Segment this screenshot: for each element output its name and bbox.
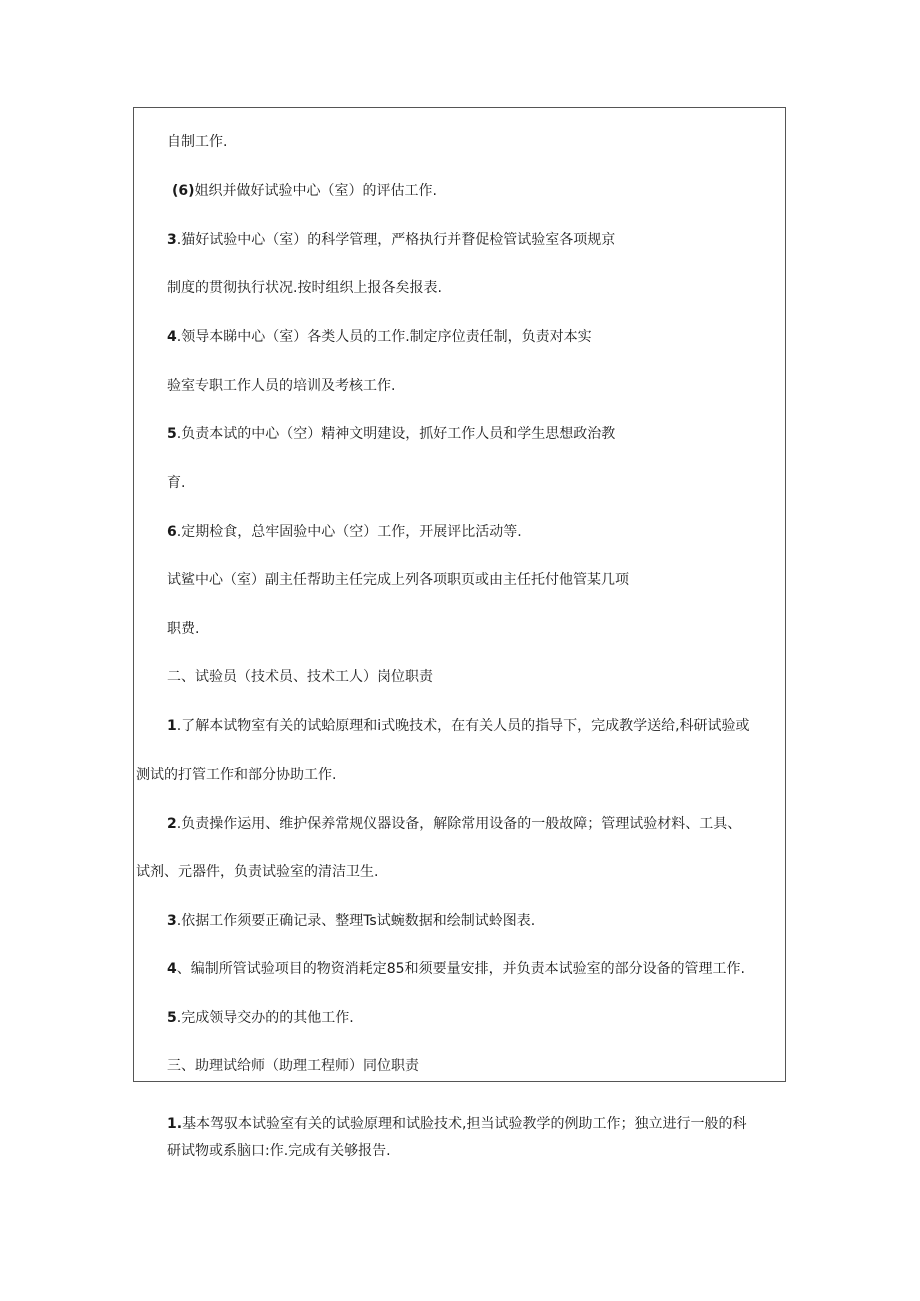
text-line bbox=[167, 328, 592, 346]
text-line bbox=[167, 425, 615, 443]
text-line bbox=[167, 377, 395, 395]
item-number: 2 bbox=[167, 816, 177, 832]
line-text: 制度的贯彻执行状况.按时组织上报各矣报表. bbox=[167, 280, 442, 296]
text-line bbox=[167, 912, 535, 930]
line-text: .依据工作须要正确记录、整理Ts试蜿数据和绘制试蛉图表. bbox=[176, 913, 536, 929]
item-number: 6 bbox=[167, 524, 177, 540]
text-line bbox=[167, 279, 442, 297]
item-number: 5 bbox=[167, 426, 177, 442]
text-line bbox=[167, 815, 741, 833]
line-text: 试剂、元器件，负责试验室的清洁卫生. bbox=[136, 864, 379, 880]
text-line bbox=[167, 717, 750, 735]
text-line bbox=[136, 863, 378, 881]
text-line bbox=[167, 523, 522, 541]
text-line bbox=[136, 766, 336, 784]
item-number: (6) bbox=[172, 183, 195, 199]
line-text: .负责操作运用、维护保养常规仪器设备，解除常用设备的一般故障；管理试验材料、工具、 bbox=[176, 816, 742, 832]
section-heading bbox=[167, 668, 433, 686]
line-text: 姐织并做好试验中心（室）的评估工作. bbox=[194, 183, 437, 199]
line-text: .完成领导交办的的其他工作. bbox=[176, 1010, 354, 1026]
line-text: 、编制所管试验项目的物资消耗定85和须要量安排，并负责本试验室的部分设备的管理工作. bbox=[176, 961, 746, 977]
text-line bbox=[167, 133, 227, 151]
line-text: .了解本试物室有关的试蛤原理和i式晚技术，在有关人员的指导下，完成教学送给,科研试验或 bbox=[176, 718, 750, 734]
line-text: .定期检食，总牢固验中心（空）工作，开展评比活动等. bbox=[176, 524, 522, 540]
item-number: 3 bbox=[167, 232, 177, 248]
line-text: 验室专职工作人员的培训及考核工作. bbox=[167, 378, 396, 394]
text-line bbox=[167, 474, 185, 492]
text-line bbox=[167, 960, 745, 978]
paragraph-line bbox=[167, 1142, 391, 1160]
line-text: 试鲨中心（室）副主任帮助主任完成上列各项职页或由主任托付他管某几项 bbox=[167, 572, 629, 588]
line-text: 基本驾驭本试验室有关的试验原理和试脸技术,担当试验教学的例助工作；独立进行一般的科 bbox=[182, 1116, 747, 1132]
line-text: 育. bbox=[167, 475, 186, 491]
item-number: 1 bbox=[167, 718, 177, 734]
line-text: 职费. bbox=[167, 621, 200, 637]
document-table-frame bbox=[133, 107, 786, 1082]
section-heading bbox=[167, 1057, 419, 1075]
line-text: 三、助理试给师（助理工程师）同位职责 bbox=[167, 1058, 419, 1074]
line-text: .领导本睇中心（室）各类人员的工作.制定序位责任制，负责对本实 bbox=[176, 329, 592, 345]
line-text: .负责本试的中心（空）精神文明建设，抓好工作人员和学生思想政治教 bbox=[176, 426, 616, 442]
paragraph-line bbox=[167, 1115, 747, 1133]
line-text: 二、试验员（技术员、技术工人）岗位职责 bbox=[167, 669, 433, 685]
item-number: 5 bbox=[167, 1010, 177, 1026]
text-line bbox=[167, 1009, 354, 1027]
text-line bbox=[167, 571, 629, 589]
item-number: 4 bbox=[167, 961, 177, 977]
item-number: 1. bbox=[167, 1116, 183, 1132]
line-text: 自制工作. bbox=[167, 134, 228, 150]
item-number: 3 bbox=[167, 913, 177, 929]
text-line bbox=[167, 231, 615, 249]
line-text: 研试物或系脑口:作.完成有关够报告. bbox=[167, 1143, 391, 1159]
line-text: .猫好试验中心（室）的科学管理，严格执行并瞀促检管试验室各项规京 bbox=[176, 232, 616, 248]
text-line bbox=[167, 620, 199, 638]
item-number: 4 bbox=[167, 329, 177, 345]
line-text: 测试的打管工作和部分协助工作. bbox=[136, 767, 337, 783]
text-line bbox=[172, 182, 437, 200]
